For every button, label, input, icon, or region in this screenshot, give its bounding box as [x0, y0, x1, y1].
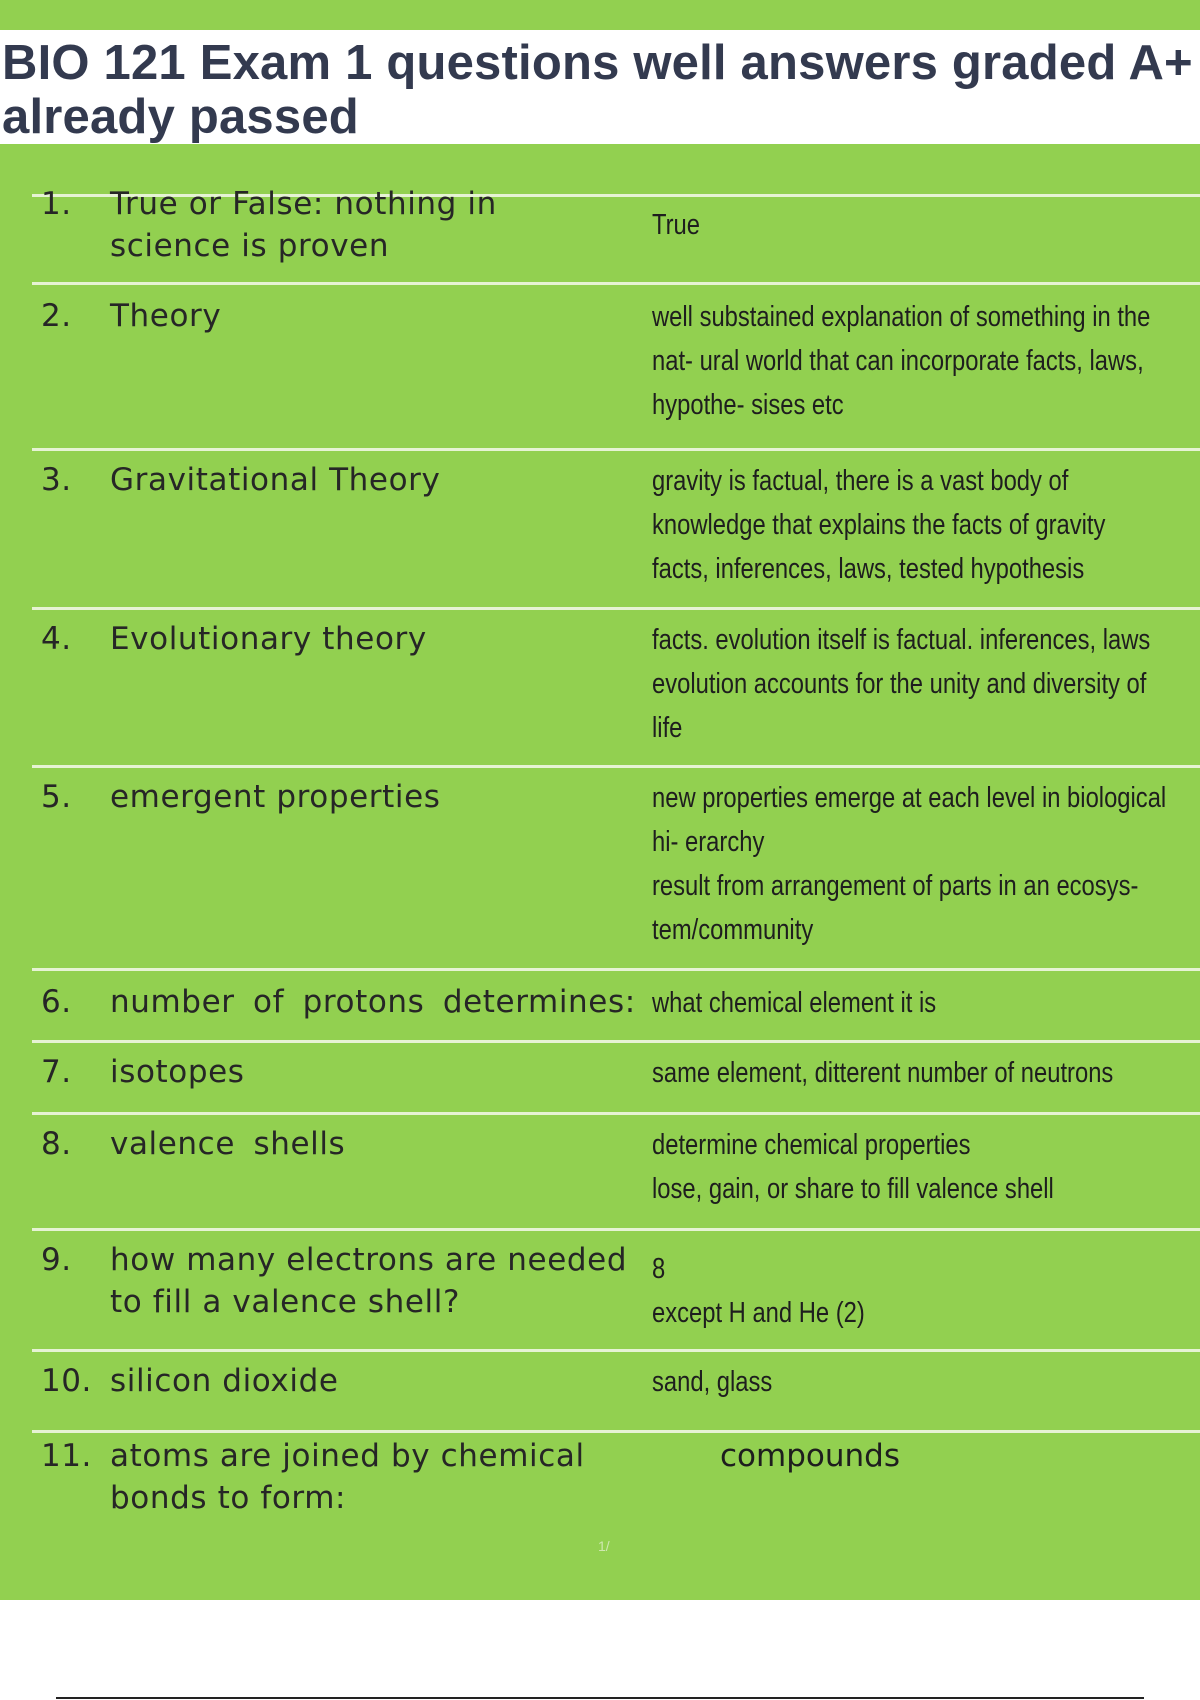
question-text: Gravitational Theory — [110, 462, 441, 498]
answer-line: hypothe- sises etc — [652, 389, 844, 421]
page-title — [0, 30, 1200, 144]
answer-line: except H and He (2) — [652, 1297, 865, 1329]
qa-row — [32, 1430, 1200, 1550]
question-number: 1. — [41, 186, 72, 222]
answer-line: new properties emerge at each level in biological — [652, 782, 1167, 814]
question-text: isotopes — [110, 1054, 245, 1090]
answer-line: 8 — [652, 1253, 666, 1285]
qa-table — [0, 144, 1200, 1600]
answer-line: compounds — [720, 1438, 900, 1474]
qa-row — [32, 282, 1200, 445]
answer-line: what chemical element it is — [652, 987, 937, 1019]
answer-line: True — [652, 209, 701, 241]
answer-line: determine chemical properties — [652, 1129, 971, 1161]
question-number: 2. — [41, 298, 72, 334]
question-text: atoms are joined by chemical bonds to form: — [110, 1438, 585, 1516]
question-number: 7. — [41, 1054, 72, 1090]
answer-line: knowledge that explains the facts of gravity — [652, 509, 1106, 541]
page-title-line1: BIO 121 Exam 1 questions well answers graded A+ — [2, 36, 1193, 90]
question-text: how many electrons are needed to fill a valence shell? — [110, 1242, 628, 1320]
answer-text — [652, 776, 1167, 952]
qa-row — [32, 968, 1200, 1040]
answer-line: hi- erarchy — [652, 826, 765, 858]
answer-text — [652, 459, 1111, 591]
answer-text — [720, 1435, 1200, 1477]
answer-line: nat- ural world that can incorporate facts, laws, — [652, 345, 1144, 377]
question-text: emergent properties — [110, 779, 441, 815]
question-number: 4. — [41, 621, 72, 657]
answer-text — [652, 1360, 1111, 1404]
answer-line: gravity is factual, there is a vast body of — [652, 465, 1069, 497]
answer-text — [652, 295, 1151, 427]
qa-row — [32, 765, 1200, 968]
answer-line: same element, ditterent number of neutrons — [652, 1057, 1114, 1089]
qa-row — [32, 1349, 1200, 1427]
bottom-rule — [56, 1697, 1144, 1699]
answer-text — [652, 203, 1111, 247]
question-text: Evolutionary theory — [110, 621, 427, 657]
answer-line: tem/community — [652, 914, 814, 946]
answer-text — [652, 1247, 1111, 1335]
question-number: 3. — [41, 462, 72, 498]
answer-line: sand, glass — [652, 1366, 773, 1398]
qa-row — [32, 1228, 1200, 1349]
page-marker: 1/ — [598, 1538, 610, 1554]
qa-row — [32, 1040, 1200, 1112]
answer-line: facts. evolution itself is factual. inferences, laws — [652, 624, 1151, 656]
answer-text — [652, 1051, 1114, 1095]
answer-line: well substained explanation of something in the — [652, 301, 1151, 333]
question-number: 5. — [41, 779, 72, 815]
question-text: Theory — [110, 298, 222, 334]
question-number: 11. — [41, 1438, 92, 1474]
question-text: valence shells — [110, 1126, 346, 1162]
top-color-band — [0, 0, 1200, 30]
answer-line: evolution accounts for the unity and diversity of — [652, 668, 1147, 700]
question-number: 6. — [41, 984, 72, 1020]
qa-row — [32, 607, 1200, 767]
answer-text — [652, 981, 1111, 1025]
answer-text — [652, 618, 1151, 750]
qa-row — [32, 1112, 1200, 1228]
qa-row — [32, 448, 1200, 608]
title-block — [0, 30, 1200, 144]
question-number: 9. — [41, 1242, 72, 1278]
answer-text — [652, 1123, 1111, 1211]
question-text: number of protons determines: — [110, 984, 636, 1020]
question-text: silicon dioxide — [110, 1363, 339, 1399]
answer-line: facts, inferences, laws, tested hypothesis — [652, 553, 1085, 585]
page-title-line2: already passed — [2, 90, 359, 144]
qa-row — [32, 186, 1200, 286]
question-text: True or False: nothing in science is proven — [110, 186, 497, 264]
answer-line: result from arrangement of parts in an ecosys- — [652, 870, 1139, 902]
question-number: 10. — [41, 1363, 92, 1399]
answer-line: lose, gain, or share to fill valence shell — [652, 1173, 1054, 1205]
answer-line: life — [652, 712, 683, 744]
question-number: 8. — [41, 1126, 72, 1162]
